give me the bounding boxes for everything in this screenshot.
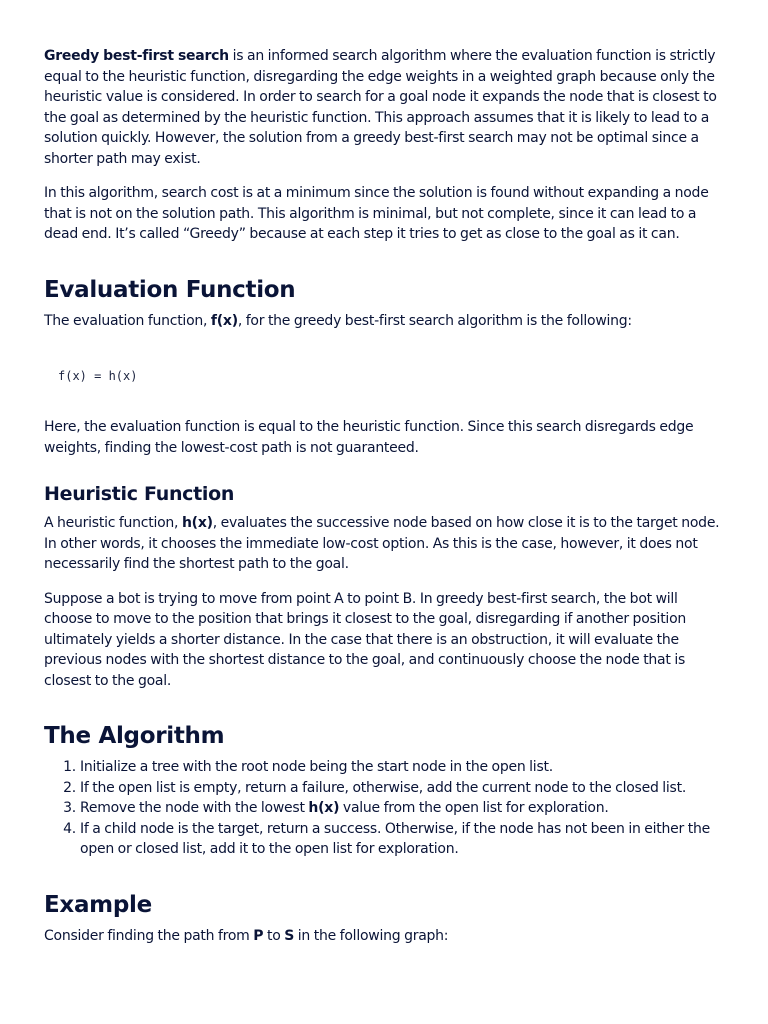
evaluation-paragraph-1-after: , for the greedy best-first search algorithm is the following: xyxy=(237,312,632,329)
list-item xyxy=(63,778,724,799)
intro-paragraph-1 xyxy=(44,46,724,169)
list-item-number: 3. xyxy=(63,800,76,816)
list-item-text-before: Remove the node with the lowest xyxy=(80,800,309,816)
list-item xyxy=(63,798,724,819)
term-hx-step: h(x) xyxy=(308,800,340,816)
heading-example: Example xyxy=(44,891,152,918)
intro-paragraph-2: In this algorithm, search cost is at a minimum since the solution is found without expanding a node that is not on the solution path. This algorithm is minimal, but not complete, since it can lead to a dead end. It’s called “Greedy” because at each step it tries to get as close to the goal as it can. xyxy=(44,185,709,242)
list-item-text-after: value from the open list for exploration. xyxy=(339,800,609,816)
algorithm-steps-list xyxy=(44,757,724,860)
example-paragraph xyxy=(44,926,724,947)
heuristic-paragraph-2: Suppose a bot is trying to move from point A to point B. In greedy best-first search, the bot will choose to move to the position that brings it closest to the goal, disregarding if another position ultimately yields a shorter distance. In the case that there is an obstruction, it will evaluate the previous nodes with the shortest distance to the goal, and continuously choose the node that is closest to the goal. xyxy=(44,590,687,689)
term-greedy-best-first-search: Greedy best-first search xyxy=(44,48,229,64)
list-item-text: Initialize a tree with the root node being the start node in the open list. xyxy=(80,759,553,775)
code-block-evaluation: f(x) = h(x) xyxy=(58,369,138,383)
intro-paragraph-1-text: is an informed search algorithm where the evaluation function is strictly equal to the heuristic function, disregarding the edge weights in a weighted graph because only the heuristic value is considered. In order to search for a goal node it expands the node that is closest to the goal as determined by the heuristic function. This approach assumes that it is likely to lead to a solution quickly. However, the solution from a greedy best-first search may not be optimal since a shorter path may exist. xyxy=(44,48,717,167)
heuristic-paragraph-1-after: , evaluates the successive node based on how close it is to the target node. In other words, it chooses the immediate low-cost option. As this is the case, however, it does not necessarily find the shortest path to the goal. xyxy=(44,515,720,572)
heuristic-paragraph-1 xyxy=(44,513,724,575)
example-text-after: in the following graph: xyxy=(294,927,449,944)
list-item xyxy=(63,757,724,778)
list-item-number: 4. xyxy=(63,820,76,837)
heading-evaluation-function: Evaluation Function xyxy=(44,276,296,303)
term-fx: f(x) xyxy=(210,312,238,329)
example-text-middle: to xyxy=(263,927,285,944)
list-item xyxy=(63,819,724,860)
node-s: S xyxy=(284,927,295,944)
evaluation-paragraph-2: Here, the evaluation function is equal to the heuristic function. Since this search disregards edge weights, finding the lowest-cost path is not guaranteed. xyxy=(44,419,694,456)
example-text-before: Consider finding the path from xyxy=(44,927,254,944)
list-item-number: 2. xyxy=(63,779,76,796)
heading-the-algorithm: The Algorithm xyxy=(44,723,225,749)
term-hx: h(x) xyxy=(181,515,213,531)
list-item-text: If the open list is empty, return a failure, otherwise, add the current node to the closed list. xyxy=(80,779,687,796)
heading-heuristic-function: Heuristic Function xyxy=(44,483,235,505)
evaluation-paragraph-1 xyxy=(44,311,724,332)
list-item-text: If a child node is the target, return a success. Otherwise, if the node has not been in either the open or closed list, add it to the open list for exploration. xyxy=(80,820,710,857)
node-p: P xyxy=(253,927,264,944)
list-item-number: 1. xyxy=(63,759,76,775)
heuristic-paragraph-1-before: A heuristic function, xyxy=(44,515,182,531)
evaluation-paragraph-1-before: The evaluation function, xyxy=(44,312,211,329)
